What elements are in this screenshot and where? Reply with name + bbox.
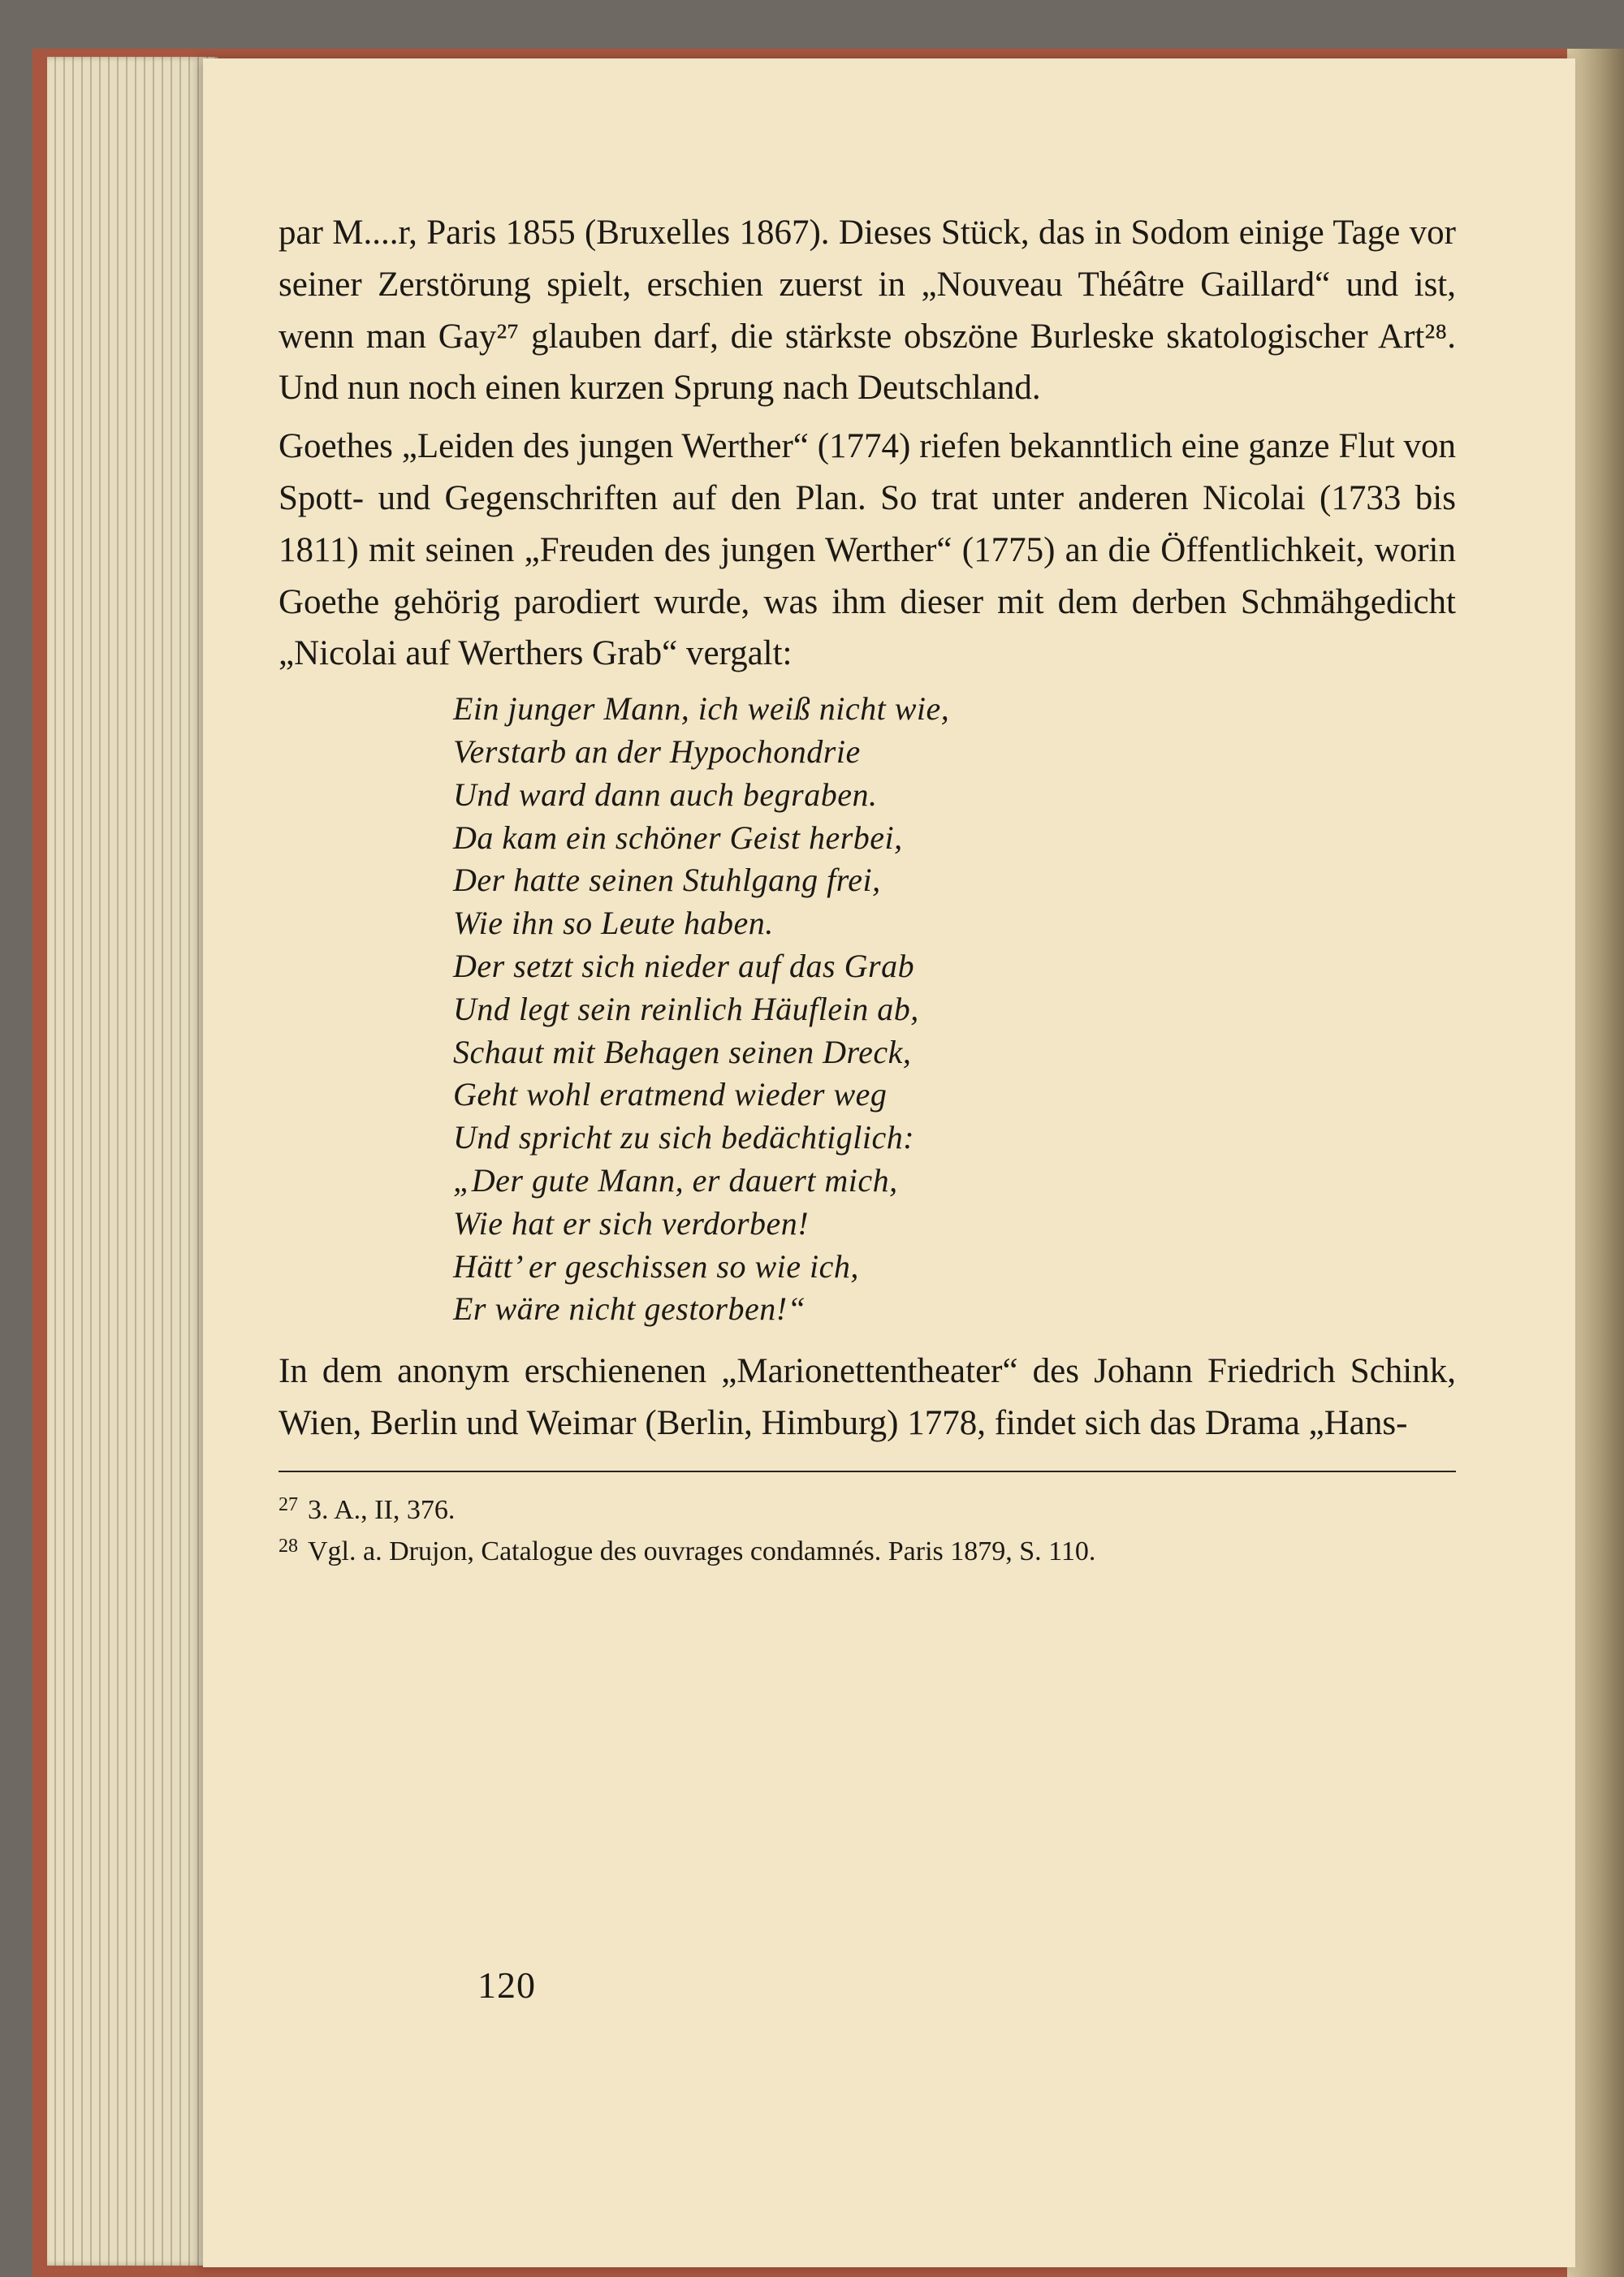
- poem-line: Verstarb an der Hypochondrie: [453, 732, 861, 770]
- paragraph-2: Goethes „Leiden des jungen Werther“ (1774) riefen bekanntlich eine ganze Flut von Spott- und Gegenschriften auf den Plan. So trat unter anderen Nicolai (1733 bis 1811) mit seinen „Freuden des jungen Werther“ (1775) an die Öffentlichkeit, worin Goethe gehörig parodiert wurde, was ihm dieser mit dem derben Schmähgedicht „Nicolai auf Werthers Grab“ vergalt:: [279, 427, 1456, 673]
- footnote-27: [279, 1487, 1456, 1528]
- footnote-text: Vgl. a. Drujon, Catalogue des ouvrages condamnés. Paris 1879, S. 110.: [308, 1536, 1096, 1566]
- poem-line: Schaut mit Behagen seinen Dreck,: [453, 1033, 912, 1070]
- paragraph-1: par M....r, Paris 1855 (Bruxelles 1867). Dieses Stück, das in Sodom einige Tage vor seiner Zerstörung spielt, erschien zuerst in „Nouveau Théâtre Gaillard“ und ist, wenn man Gay²⁷ glauben darf, die stärkste obszöne Burleske skatologischer Art²⁸. Und nun noch einen kurzen Sprung nach Deutschland.: [279, 214, 1456, 408]
- poem-line: Der setzt sich nieder auf das Grab: [453, 947, 915, 984]
- poem-line: Wie hat er sich verdorben!: [453, 1204, 810, 1242]
- page-text: [279, 207, 1456, 1570]
- poem-line: Und legt sein reinlich Häuflein ab,: [453, 990, 919, 1027]
- footnote-rule: [279, 1471, 1456, 1472]
- footnote-text: 3. A., II, 376.: [308, 1494, 456, 1525]
- footnote-number: 28: [279, 1535, 298, 1557]
- poem-line: Und spricht zu sich bedächtiglich:: [453, 1119, 915, 1156]
- paragraph-3: In dem anonym erschienenen „Marionettentheater“ des Johann Friedrich Schink, Wien, Berlin und Weimar (Berlin, Himburg) 1778, findet sich das Drama „Hans-: [279, 1352, 1456, 1442]
- poem-line: Wie ihn so Leute haben.: [453, 905, 774, 942]
- book-gutter: [1567, 49, 1624, 2277]
- poem-line: Da kam ein schöner Geist herbei,: [453, 819, 903, 856]
- poem-line: Er wäre nicht gestorben!“: [453, 1290, 806, 1328]
- page-stack-edge: [47, 57, 218, 2266]
- poem: [453, 688, 1456, 1331]
- footnote-number: 27: [279, 1493, 298, 1515]
- poem-line: „Der gute Mann, er dauert mich,: [453, 1161, 898, 1199]
- poem-line: Und ward dann auch begraben.: [453, 776, 878, 813]
- poem-line: Geht wohl eratmend wieder weg: [453, 1076, 888, 1113]
- poem-line: Der hatte seinen Stuhlgang frei,: [453, 862, 881, 899]
- page-number: 120: [477, 1964, 536, 2006]
- footnote-28: [279, 1528, 1456, 1570]
- poem-line: Hätt’ er geschissen so wie ich,: [453, 1247, 859, 1285]
- poem-line: Ein junger Mann, ich weiß nicht wie,: [453, 690, 950, 728]
